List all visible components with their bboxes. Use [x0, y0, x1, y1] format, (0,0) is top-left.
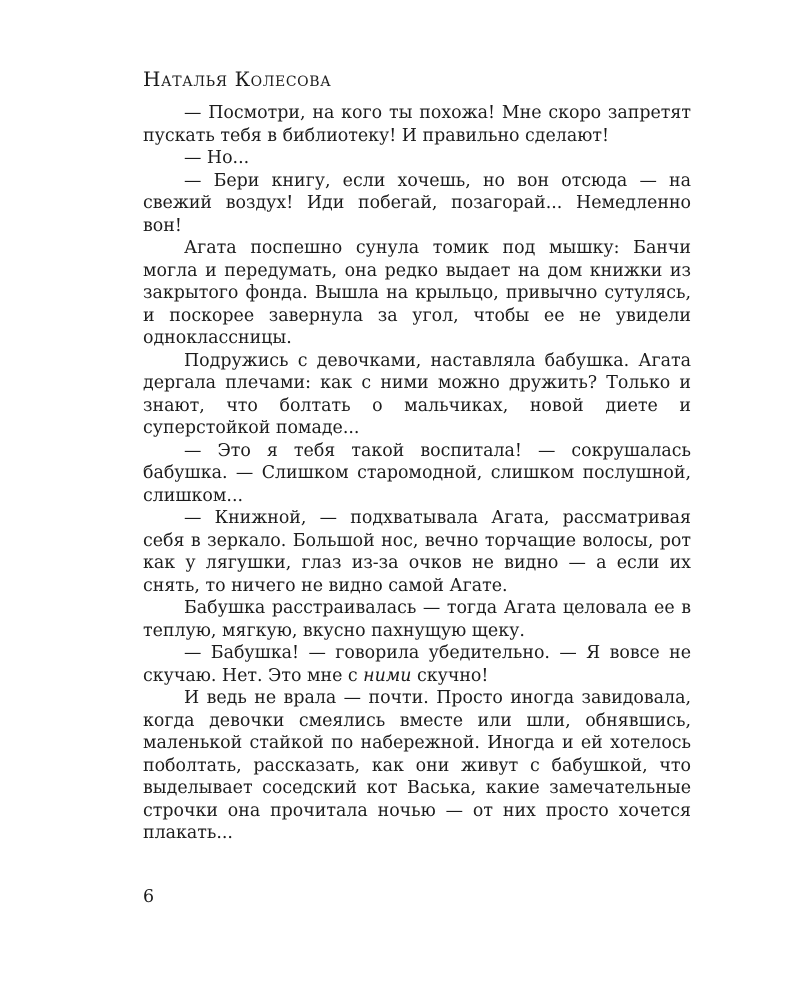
- paragraph: И ведь не врала — почти. Просто иногда завидовала, когда девочки смеялись вместе или шли, обнявшись, маленькой стайкой по набережной. Иногда и ей хотелось поболтать, рассказать, как они живут с бабушкой, что выделывает соседский кот Васька, какие замечательные строчки она прочитала ночью — от них просто хочется плакать...: [143, 688, 691, 843]
- paragraph-text-before: — Бабушка! — говорила убедительно. — Я вовсе не скучаю. Нет. Это мне с: [143, 643, 691, 686]
- author-name: Наталья Колесова: [143, 67, 332, 91]
- paragraph: — Посмотри, на кого ты похожа! Мне скоро запретят пускать тебя в библиотеку! И правильно сделают!: [143, 103, 691, 146]
- paragraph: — Книжной, — подхватывала Агата, рассматривая себя в зеркало. Большой нос, вечно торчащие волосы, рот как у лягушки, глаз из-за очков не видно — а если их снять, то ничего не видно самой Агате.: [143, 508, 691, 596]
- paragraph-text-after: скучно!: [411, 665, 489, 686]
- page-number: 6: [143, 887, 155, 907]
- emphasized-word: ними: [363, 665, 412, 686]
- paragraph: — Бери книгу, если хочешь, но вон отсюда — на свежий воздух! Иди побегай, позагорай... Немедленно вон!: [143, 170, 691, 236]
- running-header-author: [143, 66, 331, 92]
- body-text: [143, 102, 691, 845]
- paragraph: Бабушка расстраивалась — тогда Агата целовала ее в теплую, мягкую, вкусно пахнущую щеку.: [143, 598, 691, 641]
- paragraph: Агата поспешно сунула томик под мышку: Банчи могла и передумать, она редко выдает на дом книжки из закрытого фонда. Вышла на крыльцо, привычно сутулясь, и поскорее завернула за угол, чтобы ее не увидели одноклассницы.: [143, 238, 691, 348]
- paragraph: — Это я тебя такой воспитала! — сокрушалась бабушка. — Слишком старомодной, слишком послушной, слишком...: [143, 440, 691, 506]
- paragraph: Подружись с девочками, наставляла бабушка. Агата дергала плечами: как с ними можно дружить? Только и знают, что болтать о мальчиках, новой диете и суперстойкой помаде...: [143, 350, 691, 438]
- paragraph-with-emphasis: [143, 642, 691, 687]
- paragraph: — Но...: [184, 148, 250, 168]
